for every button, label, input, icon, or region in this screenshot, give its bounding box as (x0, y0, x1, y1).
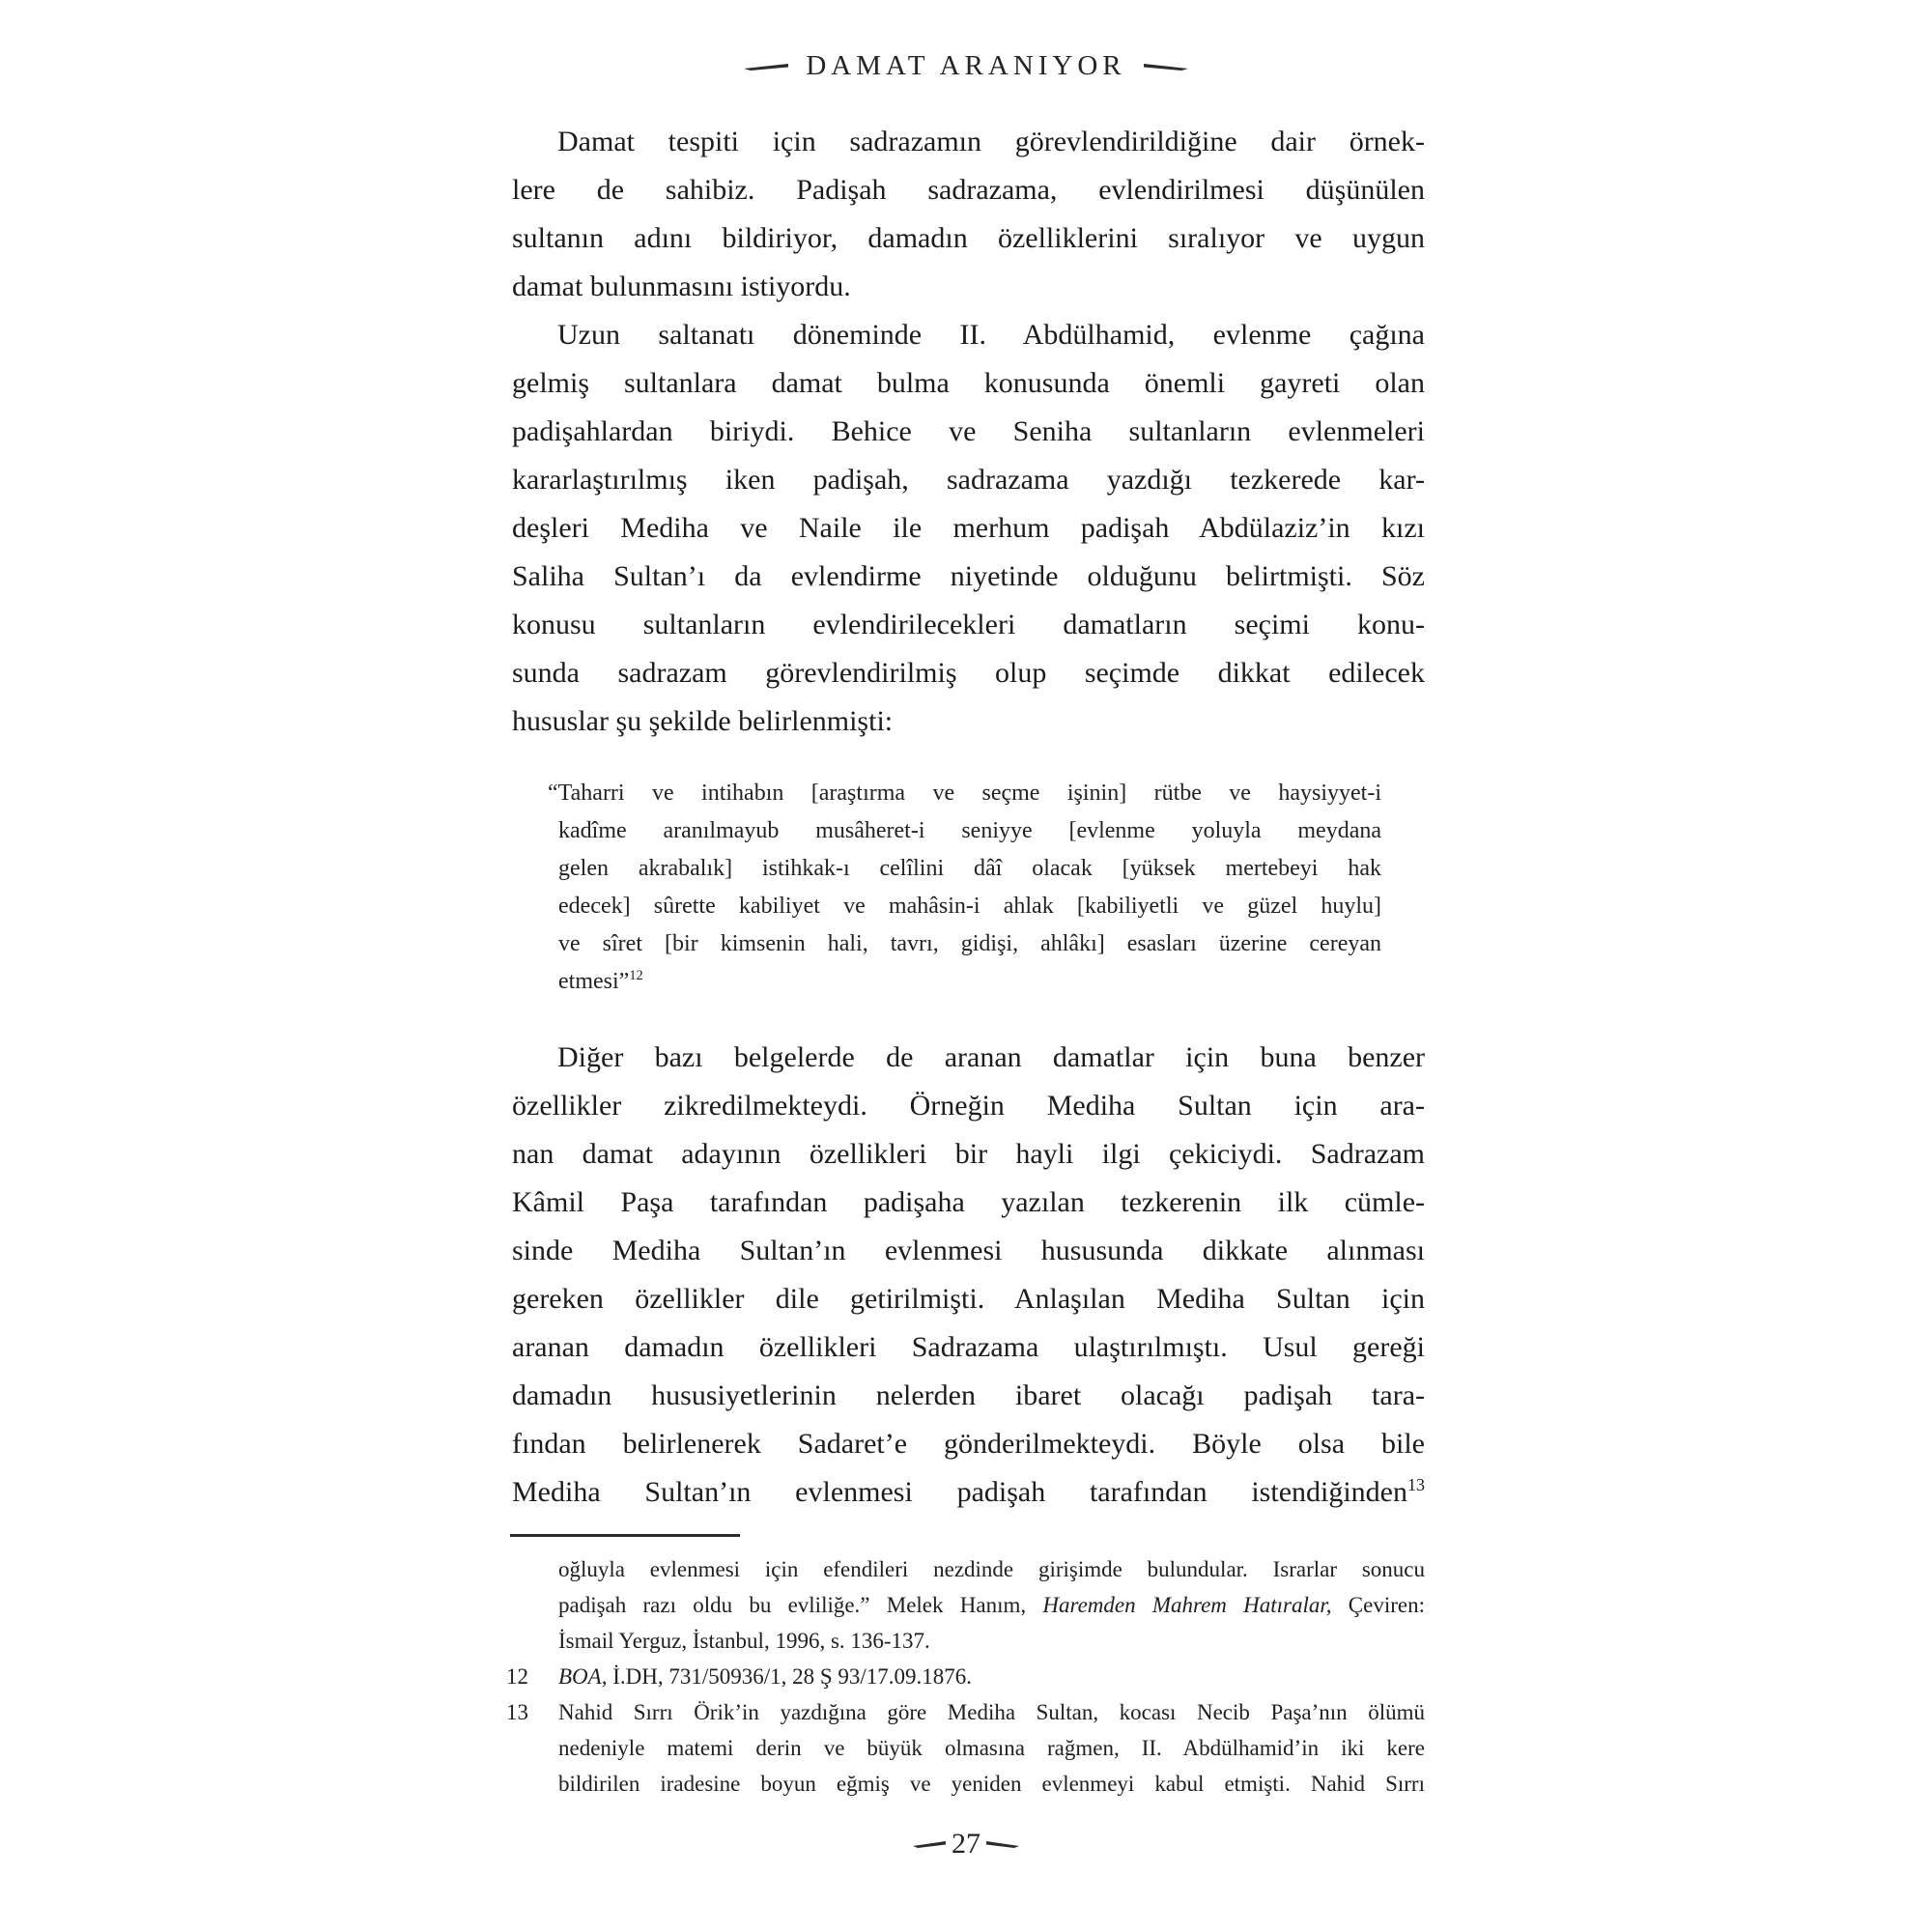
footer-ornament-left-icon (913, 1839, 946, 1850)
text-segment: gelmiş sultanlara damat bulma konusunda önemli gayreti olan (512, 367, 1425, 399)
text-segment: Nahid Sırrı Örik’in yazdığına göre Mediha Sultan, kocası Necib Paşa’nın ölümü (558, 1700, 1425, 1724)
text-line (512, 263, 1425, 311)
text-segment: fından belirlenerek Sadaret’e gönderilmekteydi. Böyle olsa bile (512, 1428, 1425, 1460)
text-segment: sinde Mediha Sultan’ın evlenmesi hususunda dikkate alınması (512, 1235, 1425, 1266)
text-segment: nan damat adayının özellikleri bir hayli ilgi çekiciydi. Sadrazam (512, 1138, 1425, 1170)
paragraph (512, 1034, 1425, 1517)
text-segment: Damat tespiti için sadrazamın görevlendirildiğine dair örnek- (557, 126, 1425, 157)
text-segment: bildirilen iradesine boyun eğmiş ve yeniden evlenmeyi kabul etmişti. Nahid Sırrı (558, 1772, 1425, 1796)
footnote-item (506, 1694, 1425, 1802)
text-segment: Saliha Sultan’ı da evlendirme niyetinde olduğunu belirtmişti. Söz (512, 560, 1425, 592)
footnote-separator (510, 1534, 740, 1537)
footnote-continuation (512, 1551, 1425, 1659)
footnote-number: 13 (506, 1700, 528, 1724)
text-line (512, 1227, 1425, 1275)
text-segment: deşleri Mediha ve Naile ile merhum padişah Abdülaziz’in kızı (512, 512, 1425, 544)
text-line (512, 504, 1425, 553)
text-segment: konusu sultanların evlendirilecekleri damatların seçimi konu- (512, 609, 1425, 640)
text-segment: padişahlardan biriydi. Behice ve Seniha sultanların evlenmeleri (512, 415, 1425, 447)
header-ornament-left-icon (744, 61, 788, 72)
text-segment: Diğer bazı belgelerde de aranan damatlar için buna benzer (557, 1041, 1425, 1073)
text-line (558, 1694, 1425, 1730)
text-line (512, 1034, 1425, 1082)
text-line (512, 1468, 1425, 1517)
text-line (512, 456, 1425, 504)
footnotes (506, 1551, 1425, 1802)
footnote-item (506, 1659, 1425, 1694)
text-line (512, 601, 1425, 649)
text-segment: padişah razı oldu bu evliliğe.” Melek Hanım, (558, 1593, 1043, 1617)
text-line (512, 359, 1425, 408)
text-segment: aranan damadın özellikleri Sadrazama ulaştırılmıştı. Usul gereği (512, 1331, 1425, 1363)
text-segment: Kâmil Paşa tarafından padişaha yazılan tezkerenin ilk cümle- (512, 1186, 1425, 1218)
text-segment: Uzun saltanatı döneminde II. Abdülhamid, evlenme çağına (557, 319, 1425, 351)
text-line (558, 1766, 1425, 1802)
text-line (512, 1275, 1425, 1323)
text-segment: edecek] sûrette kabiliyet ve mahâsin-i ahlak [kabiliyetli ve güzel huylu] (558, 894, 1381, 919)
text-segment: İ.DH, 731/50936/1, 28 Ş 93/17.09.1876. (607, 1664, 973, 1689)
page-number: 27 (952, 1828, 980, 1860)
text-segment: kararlaştırılmış iken padişah, sadrazama yazdığı tezkerede kar- (512, 464, 1425, 496)
italic-text: Haremden Mahrem Hatıralar, (1042, 1593, 1332, 1617)
chapter-title: DAMAT ARANIYOR (806, 50, 1126, 81)
text-segment: gereken özellikler dile getirilmişti. Anlaşılan Mediha Sultan için (512, 1283, 1425, 1315)
body-text (512, 118, 1425, 1517)
text-segment: ve sîret [bir kimsenin hali, tavrı, gidişi, ahlâkı] esasları üzerine cereyan (558, 931, 1381, 956)
header-ornament-right-icon (1144, 61, 1188, 72)
page-footer (0, 1828, 1932, 1861)
text-line (558, 888, 1381, 925)
text-line (558, 1587, 1425, 1623)
text-segment: Mediha Sultan’ın evlenmesi padişah tarafından istendiğinden (512, 1476, 1407, 1508)
text-segment: damadın hususiyetlerinin nelerden ibaret olacağı padişah tara- (512, 1379, 1425, 1411)
text-line (512, 1082, 1425, 1130)
text-line (558, 1659, 1425, 1694)
text-line (512, 1323, 1425, 1372)
footnote-ref: 13 (1407, 1475, 1425, 1494)
footnote-number: 12 (506, 1664, 528, 1689)
text-segment: Çeviren: (1331, 1593, 1425, 1617)
text-segment: özellikler zikredilmekteydi. Örneğin Mediha Sultan için ara- (512, 1090, 1425, 1122)
footer-ornament-right-icon (986, 1839, 1019, 1850)
text-line (512, 166, 1425, 214)
text-segment: nedeniyle matemi derin ve büyük olmasına rağmen, II. Abdülhamid’in iki kere (558, 1736, 1425, 1760)
text-line (512, 214, 1425, 263)
text-line (512, 1372, 1425, 1420)
paragraph (512, 118, 1425, 311)
text-segment: sunda sadrazam görevlendirilmiş olup seçimde dikkat edilecek (512, 657, 1425, 689)
text-segment: gelen akrabalık] istihkak-ı celîlini dâî olacak [yüksek mertebeyi hak (558, 856, 1381, 881)
text-line (548, 775, 1381, 812)
footnote-ref: 12 (629, 968, 643, 983)
text-line (558, 812, 1381, 850)
text-line (558, 1551, 1425, 1587)
paragraph (512, 311, 1425, 746)
text-segment: lere de sahibiz. Padişah sadrazama, evlendirilmesi düşünülen (512, 174, 1425, 206)
text-segment: kadîme aranılmayub musâheret-i seniyye [evlenme yoluyla meydana (558, 818, 1381, 843)
text-line (512, 408, 1425, 456)
text-segment: damat bulunmasını istiyordu. (512, 270, 851, 302)
text-segment: sultanın adını bildiriyor, damadın özelliklerini sıralıyor ve uygun (512, 222, 1425, 254)
text-line (512, 118, 1425, 166)
text-line (512, 311, 1425, 359)
block-quote (548, 775, 1381, 1001)
text-line (558, 850, 1381, 888)
text-segment: İsmail Yerguz, İstanbul, 1996, s. 136-137. (558, 1629, 930, 1653)
text-line (512, 1179, 1425, 1227)
text-line (558, 1730, 1425, 1766)
text-segment: oğluyla evlenmesi için efendileri nezdinde girişimde bulundular. Israrlar sonucu (558, 1557, 1425, 1581)
text-segment: etmesi” (558, 969, 630, 994)
italic-text: BOA, (558, 1664, 608, 1689)
text-line (558, 1623, 1425, 1659)
text-line (512, 1420, 1425, 1468)
page-header (0, 50, 1932, 82)
text-line (512, 697, 1425, 746)
text-line (512, 649, 1425, 697)
text-line (558, 925, 1381, 963)
text-line (512, 1130, 1425, 1179)
text-segment: “Taharri ve intihabın [araştırma ve seçme işinin] rütbe ve haysiyyet-i (548, 781, 1381, 806)
text-line (558, 963, 1381, 1001)
text-segment: hususlar şu şekilde belirlenmişti: (512, 705, 894, 737)
text-line (512, 553, 1425, 601)
